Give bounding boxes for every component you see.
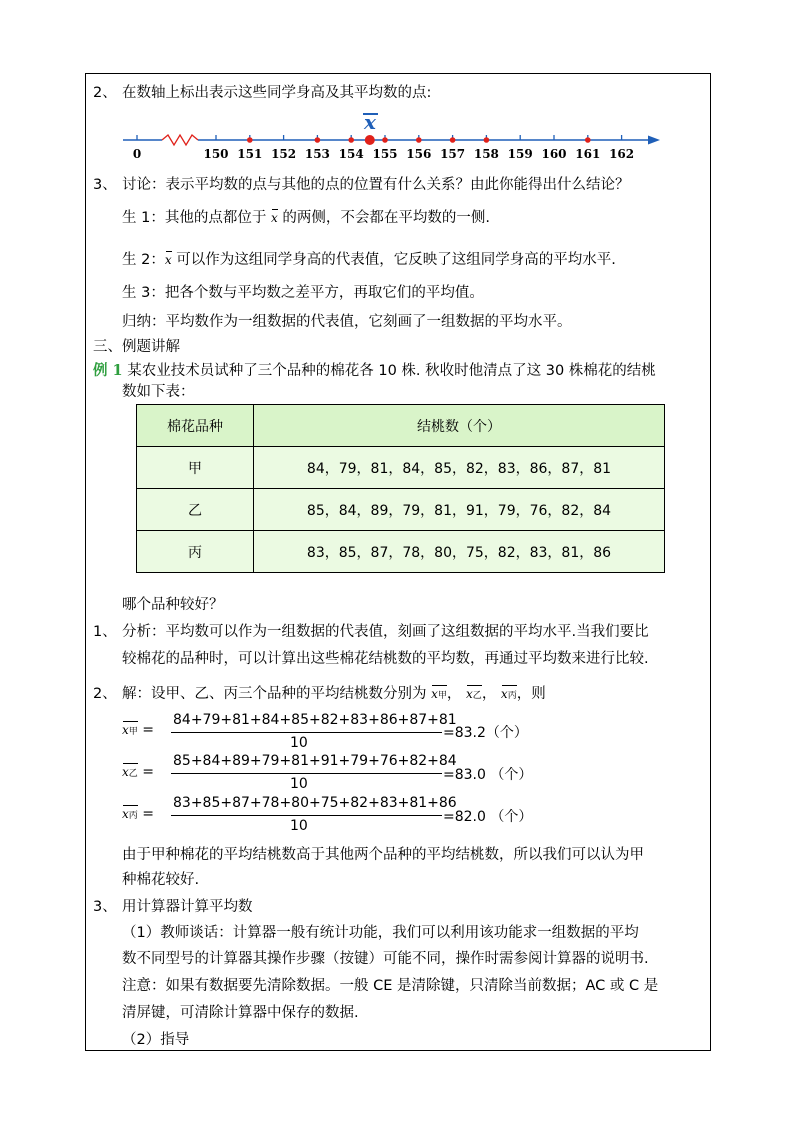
xbar-symbol: x [164,253,172,267]
height-point [382,137,388,143]
axis-tick-label: 157 [440,147,466,161]
calc-number: 3、 [93,899,117,915]
table-row [137,531,665,573]
number-line [0,110,794,170]
solution-then: ，则 [516,686,546,702]
summary-text: 归纳：平均数作为一组数据的代表值，它刻画了一组数据的平均水平。 [122,314,572,330]
xbar-symbol: x丙 [500,687,517,701]
result: =83.2（个） [443,725,528,741]
axis-tick-label: 151 [237,147,263,161]
height-point [585,137,591,143]
numerator: 85+84+89+79+81+91+79+76+82+84 [173,753,457,769]
xbar-symbol: x [270,211,278,225]
row-values: 84，79，81，84，85，82，83，86，87，81 [254,447,665,489]
axis-tick-label: 156 [406,147,432,161]
axis-tick-label: 0 [132,147,142,161]
solution-number: 2、 [93,686,117,702]
height-point [416,137,422,143]
example-label: 例 1 [93,362,123,379]
axis-tick-label: 158 [473,147,499,161]
analysis-number: 1、 [93,624,117,640]
denominator: 10 [290,735,308,751]
xbar-symbol: x丙 [122,807,138,821]
solution-text: 解：设甲、乙、丙三个品种的平均结桃数分别为 [122,686,427,702]
xbar-symbol: x乙 [466,687,482,701]
row-values: 85，84，89，79，81，91，79，76，82，84 [254,489,665,531]
student1-text-a: 生 1：其他的点都位于 [122,210,267,226]
calc-title: 用计算器计算平均数 [122,899,253,915]
step3-text: 讨论：表示平均数的点与其他的点的位置有什么关系？由此你能得出什么结论？ [122,177,630,193]
table-row [137,447,665,489]
fraction-bar [171,815,442,816]
row-kind: 甲 [137,447,254,489]
analysis-line2: 较棉花的品种时，可以计算出这些棉花结桃数的平均数，再通过平均数来进行比较. [122,651,649,667]
example-line1 [93,359,656,380]
step3-number: 3、 [93,177,117,193]
student3-text: 生 3：把各个数与平均数之差平方，再取它们的平均值。 [122,285,484,301]
height-point [450,137,456,143]
axis-tick-label: 162 [609,147,635,161]
student2-line [122,248,616,269]
section-title: 三、例题讲解 [93,339,180,355]
axis-tick-label: 154 [338,147,364,161]
xbar-symbol: x甲 [122,723,138,737]
step2-number: 2、 [93,85,117,101]
axis-tick-label: 155 [372,147,398,161]
calc-line4: 清屏键，可清除计算器中保存的数据. [122,1005,359,1021]
axis-tick-label: 160 [541,147,567,161]
axis-tick-label: 153 [304,147,330,161]
table-row [137,489,665,531]
example-text-2: 数如下表： [122,384,195,400]
header-kind: 棉花品种 [137,405,254,447]
xbar-symbol: x乙 [122,765,138,779]
height-point [247,137,253,143]
header-values: 结桃数（个） [254,405,665,447]
conclusion-line2: 种棉花较好. [122,872,200,888]
numerator: 83+85+87+78+80+75+82+83+81+86 [173,795,457,811]
numerator: 84+79+81+84+85+82+83+86+87+81 [173,712,457,728]
average-point [365,135,375,145]
fraction-bar [171,773,442,774]
calc-line1: （1）教师谈话：计算器一般有统计功能，我们可以利用该功能求一组数据的平均 [122,925,639,941]
question-text: 哪个品种较好？ [122,597,224,613]
axis-tick-label: 150 [203,147,229,161]
axis-arrow [648,136,660,145]
step2-text: 在数轴上标出表示这些同学身高及其平均数的点: [122,85,432,101]
axis-break-zigzag [162,135,198,145]
xbar-symbol: x甲 [431,687,447,701]
student1-line [122,206,490,227]
axis-tick-label: 161 [575,147,601,161]
axis-tick-label: 152 [271,147,297,161]
student2-text-b: 可以作为这组同学身高的代表值，它反映了这组同学身高的平均水平. [176,252,616,268]
result: =83.0 （个） [443,767,533,783]
calc-line2: 数不同型号的计算器其操作步骤（按键）可能不同，操作时需参阅计算器的说明书. [122,951,649,967]
xbar-label: x [364,110,376,134]
height-point [484,137,490,143]
student1-text-b: 的两侧，不会都在平均数的一侧. [282,210,490,226]
cotton-table [136,404,665,573]
denominator: 10 [290,776,308,792]
solution-line: 解：设甲、乙、丙三个品种的平均结桃数分别为 x甲， x乙， x丙，则 [122,686,546,702]
conclusion-line1: 由于甲种棉花的平均结桃数高于其他两个品种的平均结桃数，所以我们可以认为甲 [122,847,644,863]
height-point [315,137,321,143]
analysis-line1: 分析：平均数可以作为一组数据的代表值，刻画了这组数据的平均水平.当我们要比 [122,624,649,640]
row-kind: 乙 [137,489,254,531]
result: =82.0 （个） [443,809,533,825]
denominator: 10 [290,818,308,834]
table-header-row [137,405,665,447]
example-text-1: 某农业技术员试种了三个品种的棉花各 10 株. 秋收时他清点了这 30 株棉花的结桃 [127,363,656,379]
axis-tick-label: 159 [507,147,533,161]
calc-line3: 注意：如果有数据要先清除数据。一般 CE 是清除键，只清除当前数据；AC 或 C 是 [122,978,659,994]
guidance-text: （2）指导 [122,1032,190,1048]
height-point [348,137,354,143]
row-kind: 丙 [137,531,254,573]
fraction-bar [171,732,442,733]
row-values: 83，85，87，78，80，75，82，83，81，86 [254,531,665,573]
student2-text-a: 生 2： [122,252,165,268]
